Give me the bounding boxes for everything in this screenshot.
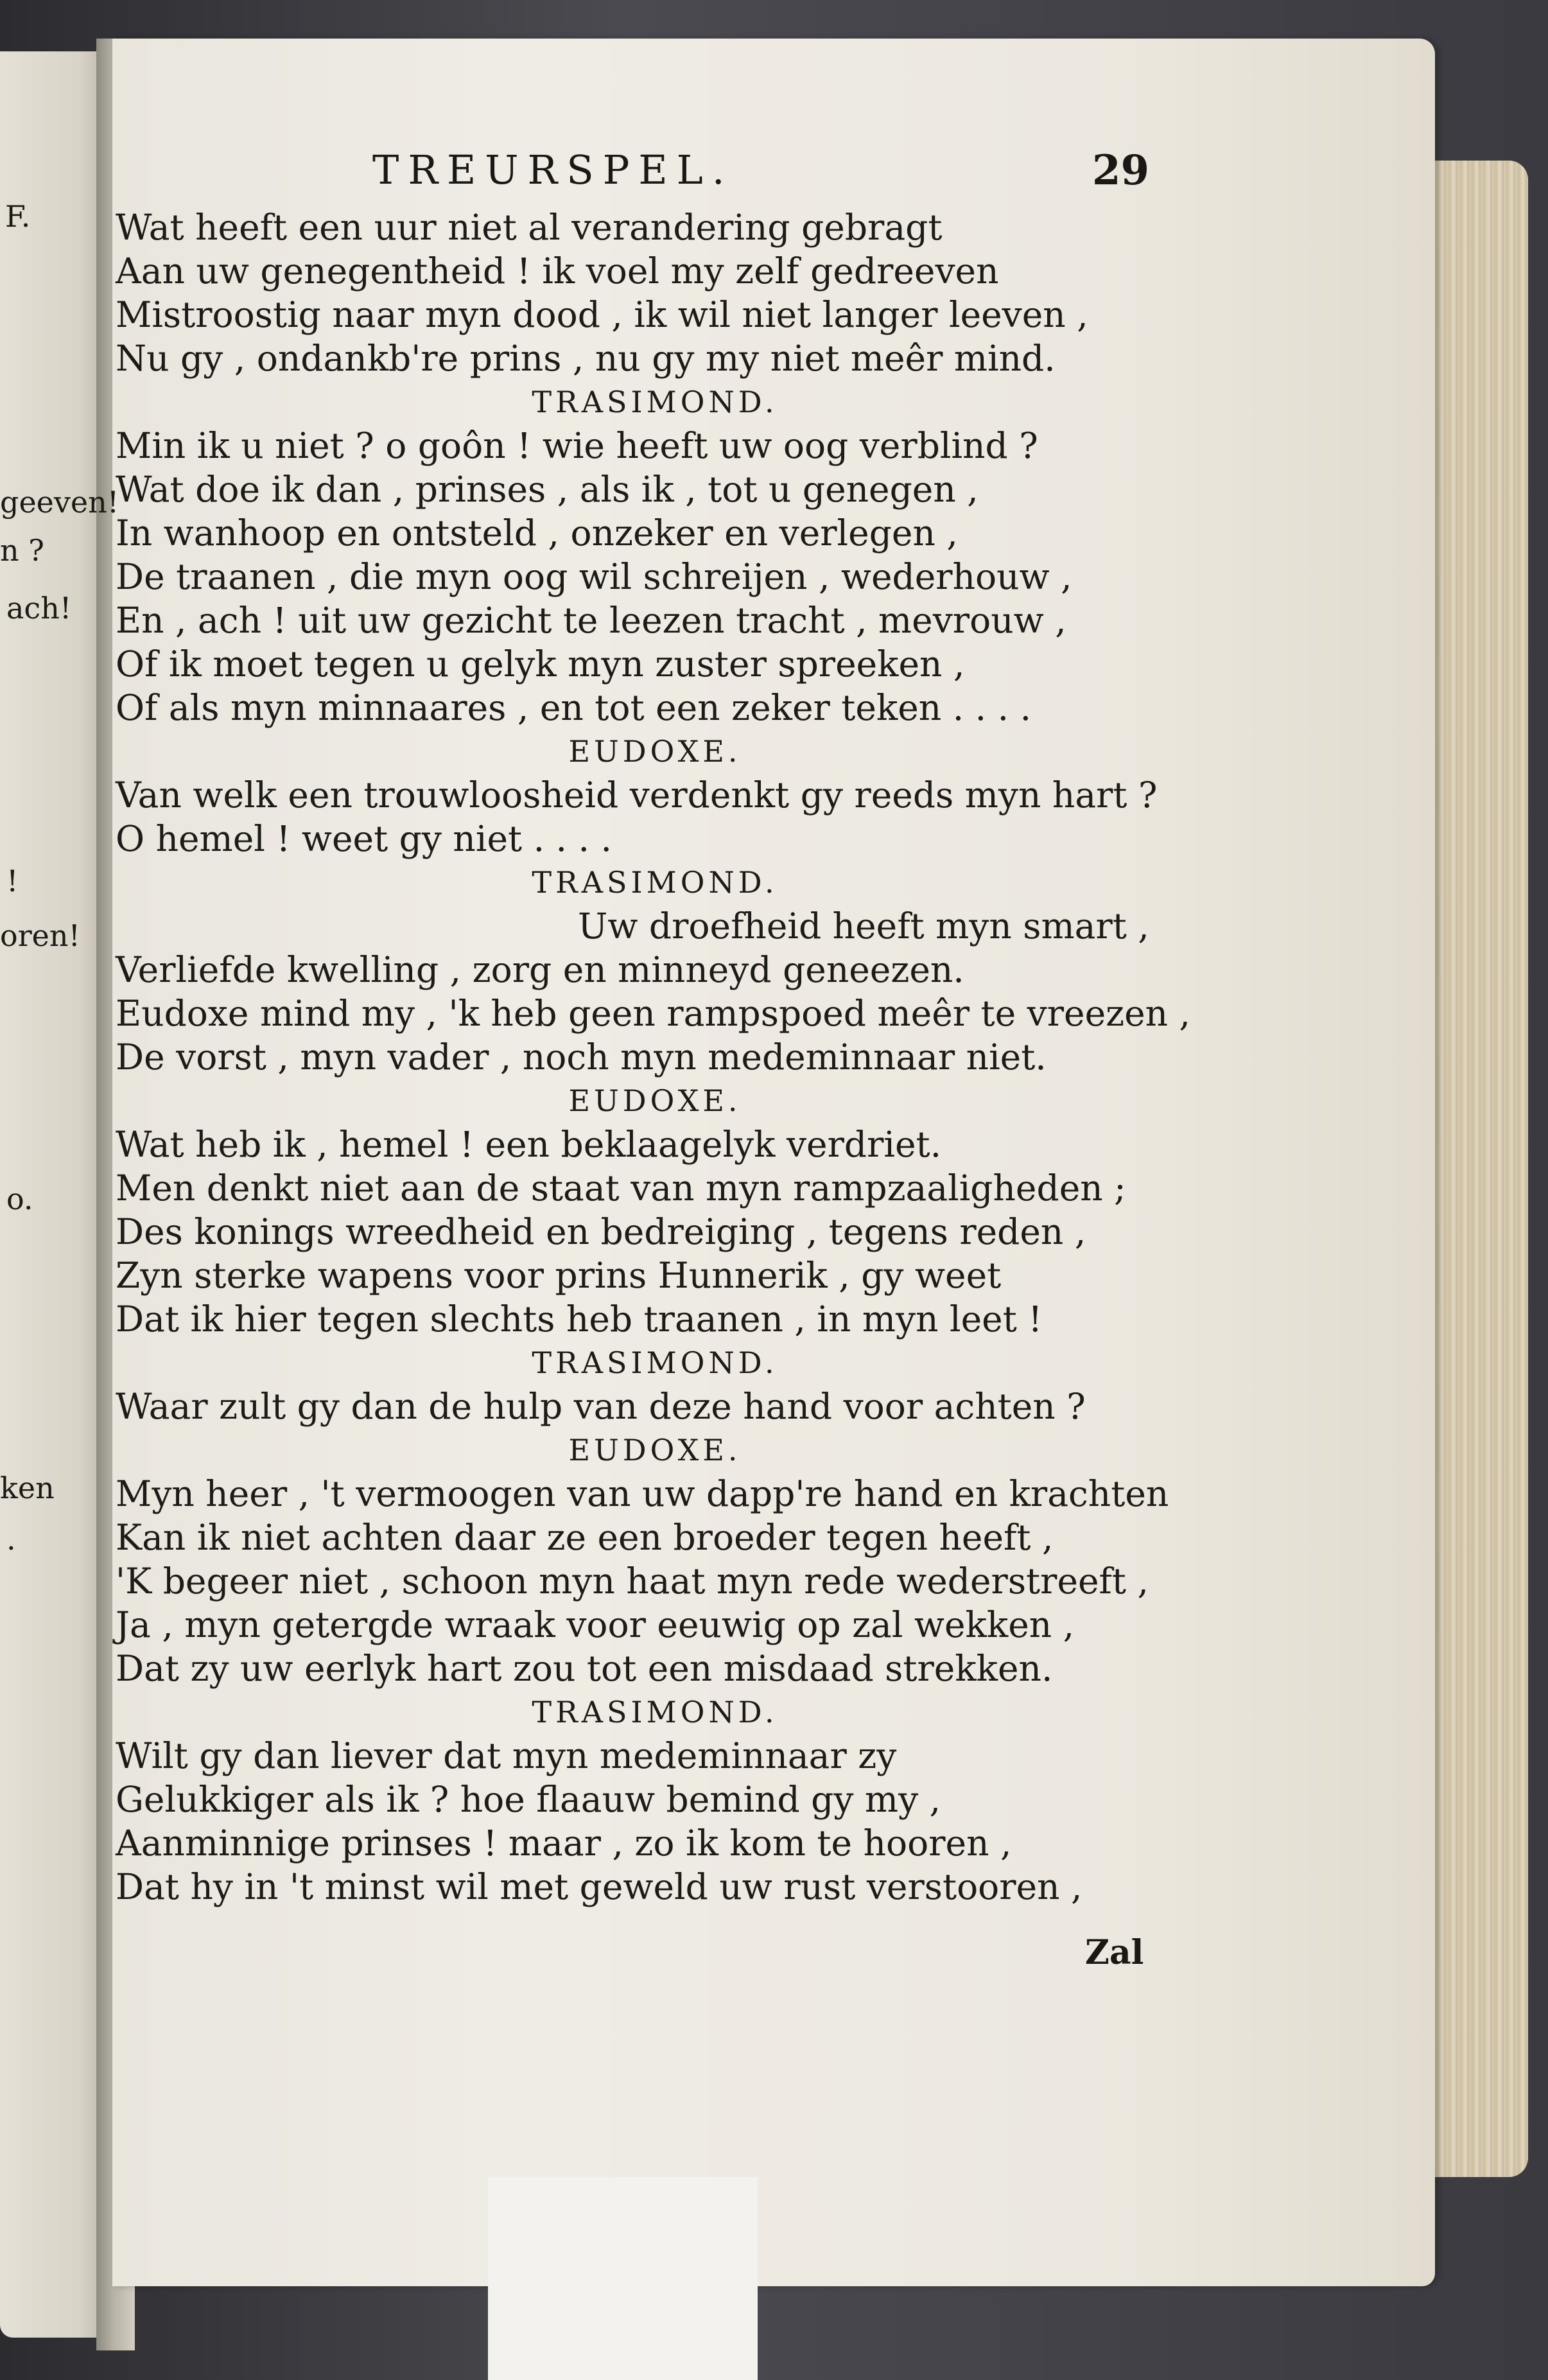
verse-line: In wanhoop en ontsteld , onzeker en verlegen , (116, 512, 958, 554)
verse-line: O hemel ! weet gy niet . . . . (116, 818, 612, 859)
speaker-name: TRASIMOND. (532, 385, 778, 419)
verse-line: En , ach ! uit uw gezicht te leezen tracht , mevrouw , (116, 600, 1066, 641)
verse-line: 'K begeer niet , schoon myn haat myn rede wederstreeft , (116, 1561, 1149, 1602)
speaker-name: TRASIMOND. (532, 1345, 778, 1380)
verse-line: Aanminnige prinses ! maar , zo ik kom te hooren , (116, 1823, 1012, 1864)
verse-line: Uw droefheid heeft myn smart , (578, 906, 1149, 947)
speaker-name: TRASIMOND. (532, 865, 778, 900)
verse-line: Myn heer , 't vermoogen van uw dapp're hand en krachten (116, 1473, 1169, 1514)
verse-line: Waar zult gy dan de hulp van deze hand voor achten ? (116, 1386, 1086, 1427)
verse-line: Dat ik hier tegen slechts heb traanen , in myn leet ! (116, 1299, 1043, 1340)
speaker-name: EUDOXE. (568, 1083, 742, 1118)
facing-page-fragment: n ? (0, 533, 44, 568)
verse-line: Aan uw genegentheid ! ik voel my zelf gedreeven (116, 250, 999, 292)
verse-line: Wilt gy dan liever dat myn medeminnaar zy (116, 1735, 897, 1776)
verse-line: Wat doe ik dan , prinses , als ik , tot u genegen , (116, 469, 978, 510)
facing-page-fragment: ken (0, 1471, 55, 1505)
speaker-name: EUDOXE. (568, 734, 742, 769)
verse-line: Dat zy uw eerlyk hart zou tot een misdaad strekken. (116, 1648, 1053, 1689)
verse-line: Kan ik niet achten daar ze een broeder tegen heeft , (116, 1517, 1054, 1558)
verse-line: Men denkt niet aan de staat van myn rampzaaligheden ; (116, 1168, 1126, 1209)
facing-page-fragment: . (6, 1522, 16, 1557)
facing-page-fragment: geeven! (0, 485, 119, 520)
verse-line: Of als myn minnaares , en tot een zeker teken . . . . (116, 687, 1032, 728)
verse-line: Of ik moet tegen u gelyk myn zuster spreeken , (116, 643, 965, 685)
verse-line: De vorst , myn vader , noch myn medeminnaar niet. (116, 1037, 1047, 1078)
verse-line: Van welk een trouwloosheid verdenkt gy reeds myn hart ? (116, 774, 1158, 816)
facing-page-fragment: ! (6, 864, 19, 898)
verse-line: Dat hy in 't minst wil met geweld uw rust verstooren , (116, 1866, 1083, 1907)
verse-line: Zyn sterke wapens voor prins Hunnerik , gy weet (116, 1255, 1002, 1296)
verse-line: De traanen , die myn oog wil schreijen , wederhouw , (116, 556, 1072, 597)
facing-page-fragment: F. (5, 199, 31, 234)
verse-line: Ja , myn getergde wraak voor eeuwig op zal wekken , (116, 1604, 1075, 1645)
verse-line: Eudoxe mind my , 'k heb geen rampspoed meêr te vreezen , (116, 993, 1191, 1034)
facing-page-fragment: ach! (6, 591, 72, 626)
running-title: TREURSPEL. (372, 146, 734, 193)
verse-line: Wat heb ik , hemel ! een beklaagelyk verdriet. (116, 1124, 942, 1165)
page-number: 29 (1091, 146, 1149, 195)
speaker-name: EUDOXE. (568, 1433, 742, 1467)
facing-page-fragment: oren! (0, 918, 81, 953)
verse-line: Nu gy , ondankb're prins , nu gy my niet meêr mind. (116, 338, 1056, 379)
verse-line: Wat heeft een uur niet al verandering gebragt (116, 207, 943, 248)
verse-line: Mistroostig naar myn dood , ik wil niet langer leeven , (116, 294, 1088, 335)
page-header (360, 146, 1149, 198)
verse-line: Min ik u niet ? o goôn ! wie heeft uw oog verblind ? (116, 425, 1038, 466)
facing-page-fragment: o. (6, 1182, 33, 1216)
verse-line: Des konings wreedheid en bedreiging , tegens reden , (116, 1211, 1086, 1252)
paper-label-strip (488, 2177, 758, 2380)
verse-line: Gelukkiger als ik ? hoe flaauw bemind gy my , (116, 1779, 941, 1820)
verse-line: Verliefde kwelling , zorg en minneyd geneezen. (116, 949, 964, 990)
verse-text (116, 206, 1191, 1909)
catchword: Zal (1085, 1933, 1144, 1972)
speaker-name: TRASIMOND. (532, 1695, 778, 1729)
